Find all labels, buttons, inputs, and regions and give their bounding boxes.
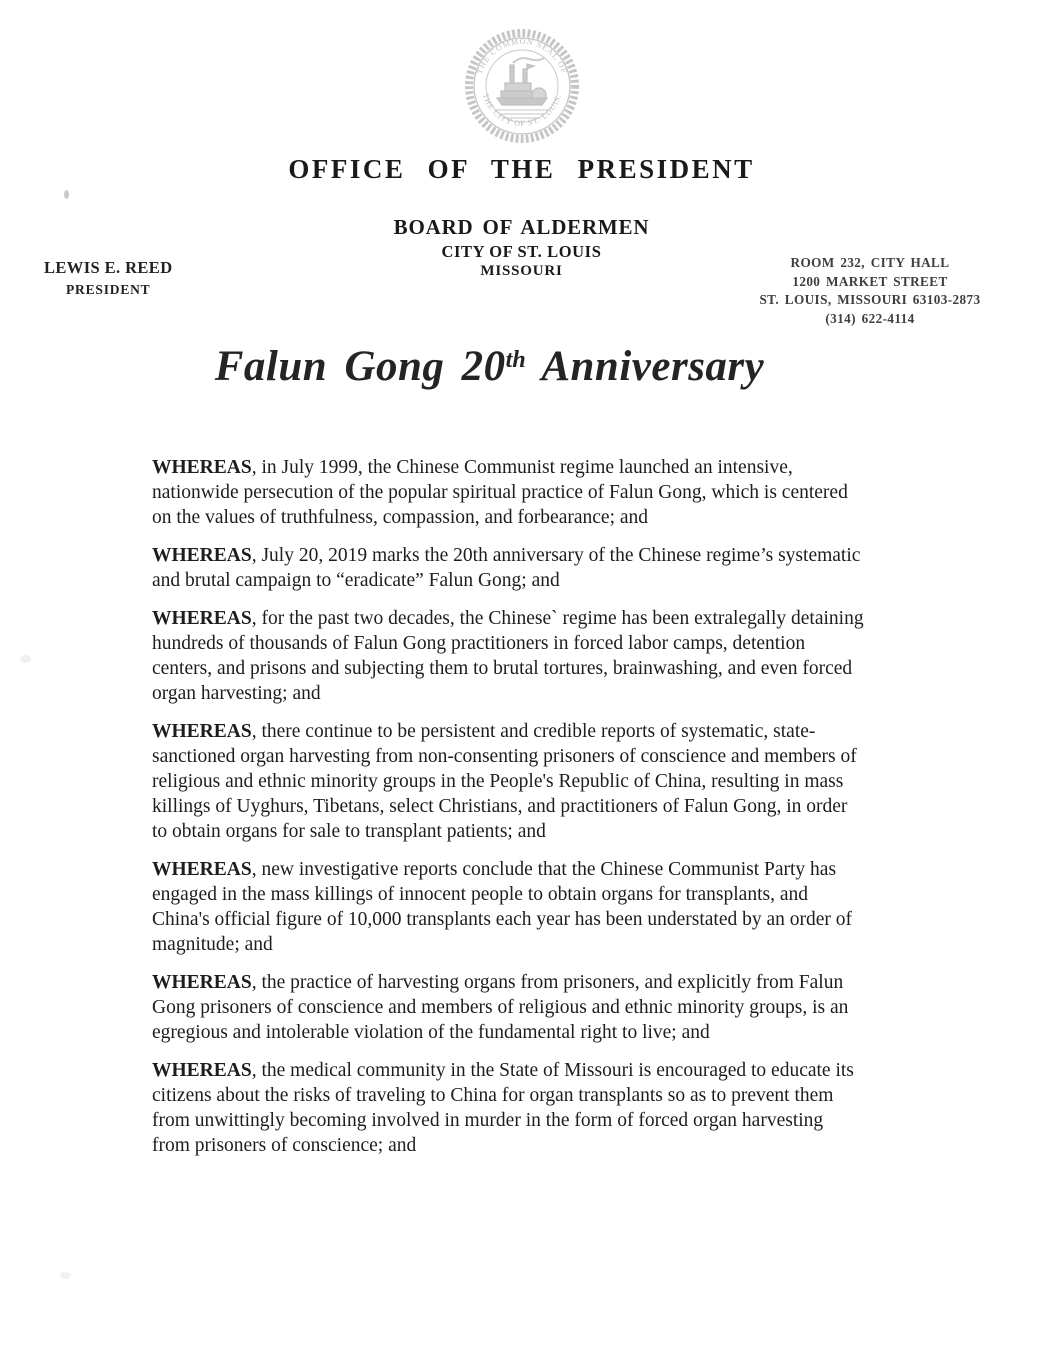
whereas-paragraph: [152, 606, 864, 706]
officer-name: LEWIS E. REED: [44, 258, 173, 277]
board-of-aldermen-line: BOARD OF ALDERMEN: [393, 215, 650, 239]
scan-speck: [60, 1272, 71, 1279]
whereas-lead: WHEREAS: [152, 608, 252, 629]
whereas-lead: WHEREAS: [152, 859, 252, 880]
whereas-text: , in July 1999, the Chinese Communist regime launched an intensive, nationwide persecution of the popular spiritual practice of Falun Gong, which is centered on the values of truthfulness, compassion, and forbearance; and: [152, 457, 848, 528]
whereas-text: , the practice of harvesting organs from prisoners, and explicitly from Falun Gong prisoners of conscience and members of religious and ethnic minority groups, is an egregious and intolerable violation of the fundamental right to live; and: [152, 972, 849, 1043]
document-title-superscript: th: [505, 346, 526, 373]
city-of-st-louis-line: CITY OF ST. LOUIS: [441, 242, 602, 261]
proclamation-body: [152, 455, 864, 1171]
whereas-text: , July 20, 2019 marks the 20th anniversary of the Chinese regime’s systematic and brutal campaign to “eradicate” Falun Gong; and: [152, 545, 861, 591]
steamboat-icon: [495, 58, 549, 118]
whereas-paragraph: [152, 970, 864, 1045]
whereas-lead: WHEREAS: [152, 1060, 252, 1081]
document-title: [0, 342, 1011, 391]
officer-block: [44, 258, 173, 298]
whereas-text: , new investigative reports conclude that the Chinese Communist Party has engaged in the mass killings of innocent people to obtain organs for transplants, and China's official figure of 10,000 transplants each year has been understated by an order of magnitude; and: [152, 859, 853, 955]
scan-speck: [20, 655, 31, 663]
contact-room-line: ROOM 232, CITY HALL: [790, 255, 950, 270]
whereas-lead: WHEREAS: [152, 972, 252, 993]
office-of-the-president-heading: OFFICE OF THE PRESIDENT: [288, 154, 755, 184]
whereas-text: , there continue to be persistent and credible reports of systematic, state-sanctioned organ harvesting from non-consenting prisoners of conscience and members of religious and ethnic minority groups in the People's Republic of China, resulting in mass killings of Uyghurs, Tibetans, select Christians, and practitioners of Falun Gong, in order to obtain organs for sale to transplant patients; and: [152, 721, 857, 842]
contact-street-line: 1200 MARKET STREET: [792, 273, 948, 289]
whereas-paragraph: [152, 719, 864, 844]
whereas-lead: WHEREAS: [152, 721, 252, 742]
whereas-paragraph: [152, 543, 864, 593]
seal-top-text: THE COMMON SEAL OF: [474, 36, 569, 76]
city-seal: [463, 27, 581, 145]
contact-address-block: [755, 254, 985, 328]
city-seal-graphic: [463, 27, 581, 145]
whereas-paragraph: [152, 455, 864, 530]
whereas-lead: WHEREAS: [152, 545, 252, 566]
missouri-line: MISSOURI: [480, 263, 563, 279]
contact-city-line: ST. LOUIS, MISSOURI 63103-2873: [759, 292, 981, 308]
whereas-paragraph: [152, 857, 864, 957]
contact-phone-line: (314) 622-4114: [825, 310, 915, 326]
whereas-text: , for the past two decades, the Chinese` regime has been extralegally detaining hundreds of thousands of Falun Gong practitioners in forced labor camps, detention centers, and prisons and subjecting them to brutal tortures, brainwashing, and even forced organ harvesting; and: [152, 608, 864, 704]
document-title-prefix: Falun Gong 20: [214, 343, 506, 390]
seal-bottom-text: THE CITY OF ST. LOUIS.: [480, 92, 563, 129]
document-title-suffix: Anniversary: [525, 343, 765, 390]
whereas-lead: WHEREAS: [152, 457, 252, 478]
scan-speck: [64, 190, 69, 199]
whereas-paragraph: [152, 1058, 864, 1158]
whereas-text: , the medical community in the State of Missouri is encouraged to educate its citizens about the risks of traveling to China for organ transplants so as to prevent them from unwittingly becoming involved in murder in the form of forced organ harvesting from prisoners of conscience; and: [152, 1060, 859, 1156]
officer-title: PRESIDENT: [66, 282, 151, 297]
